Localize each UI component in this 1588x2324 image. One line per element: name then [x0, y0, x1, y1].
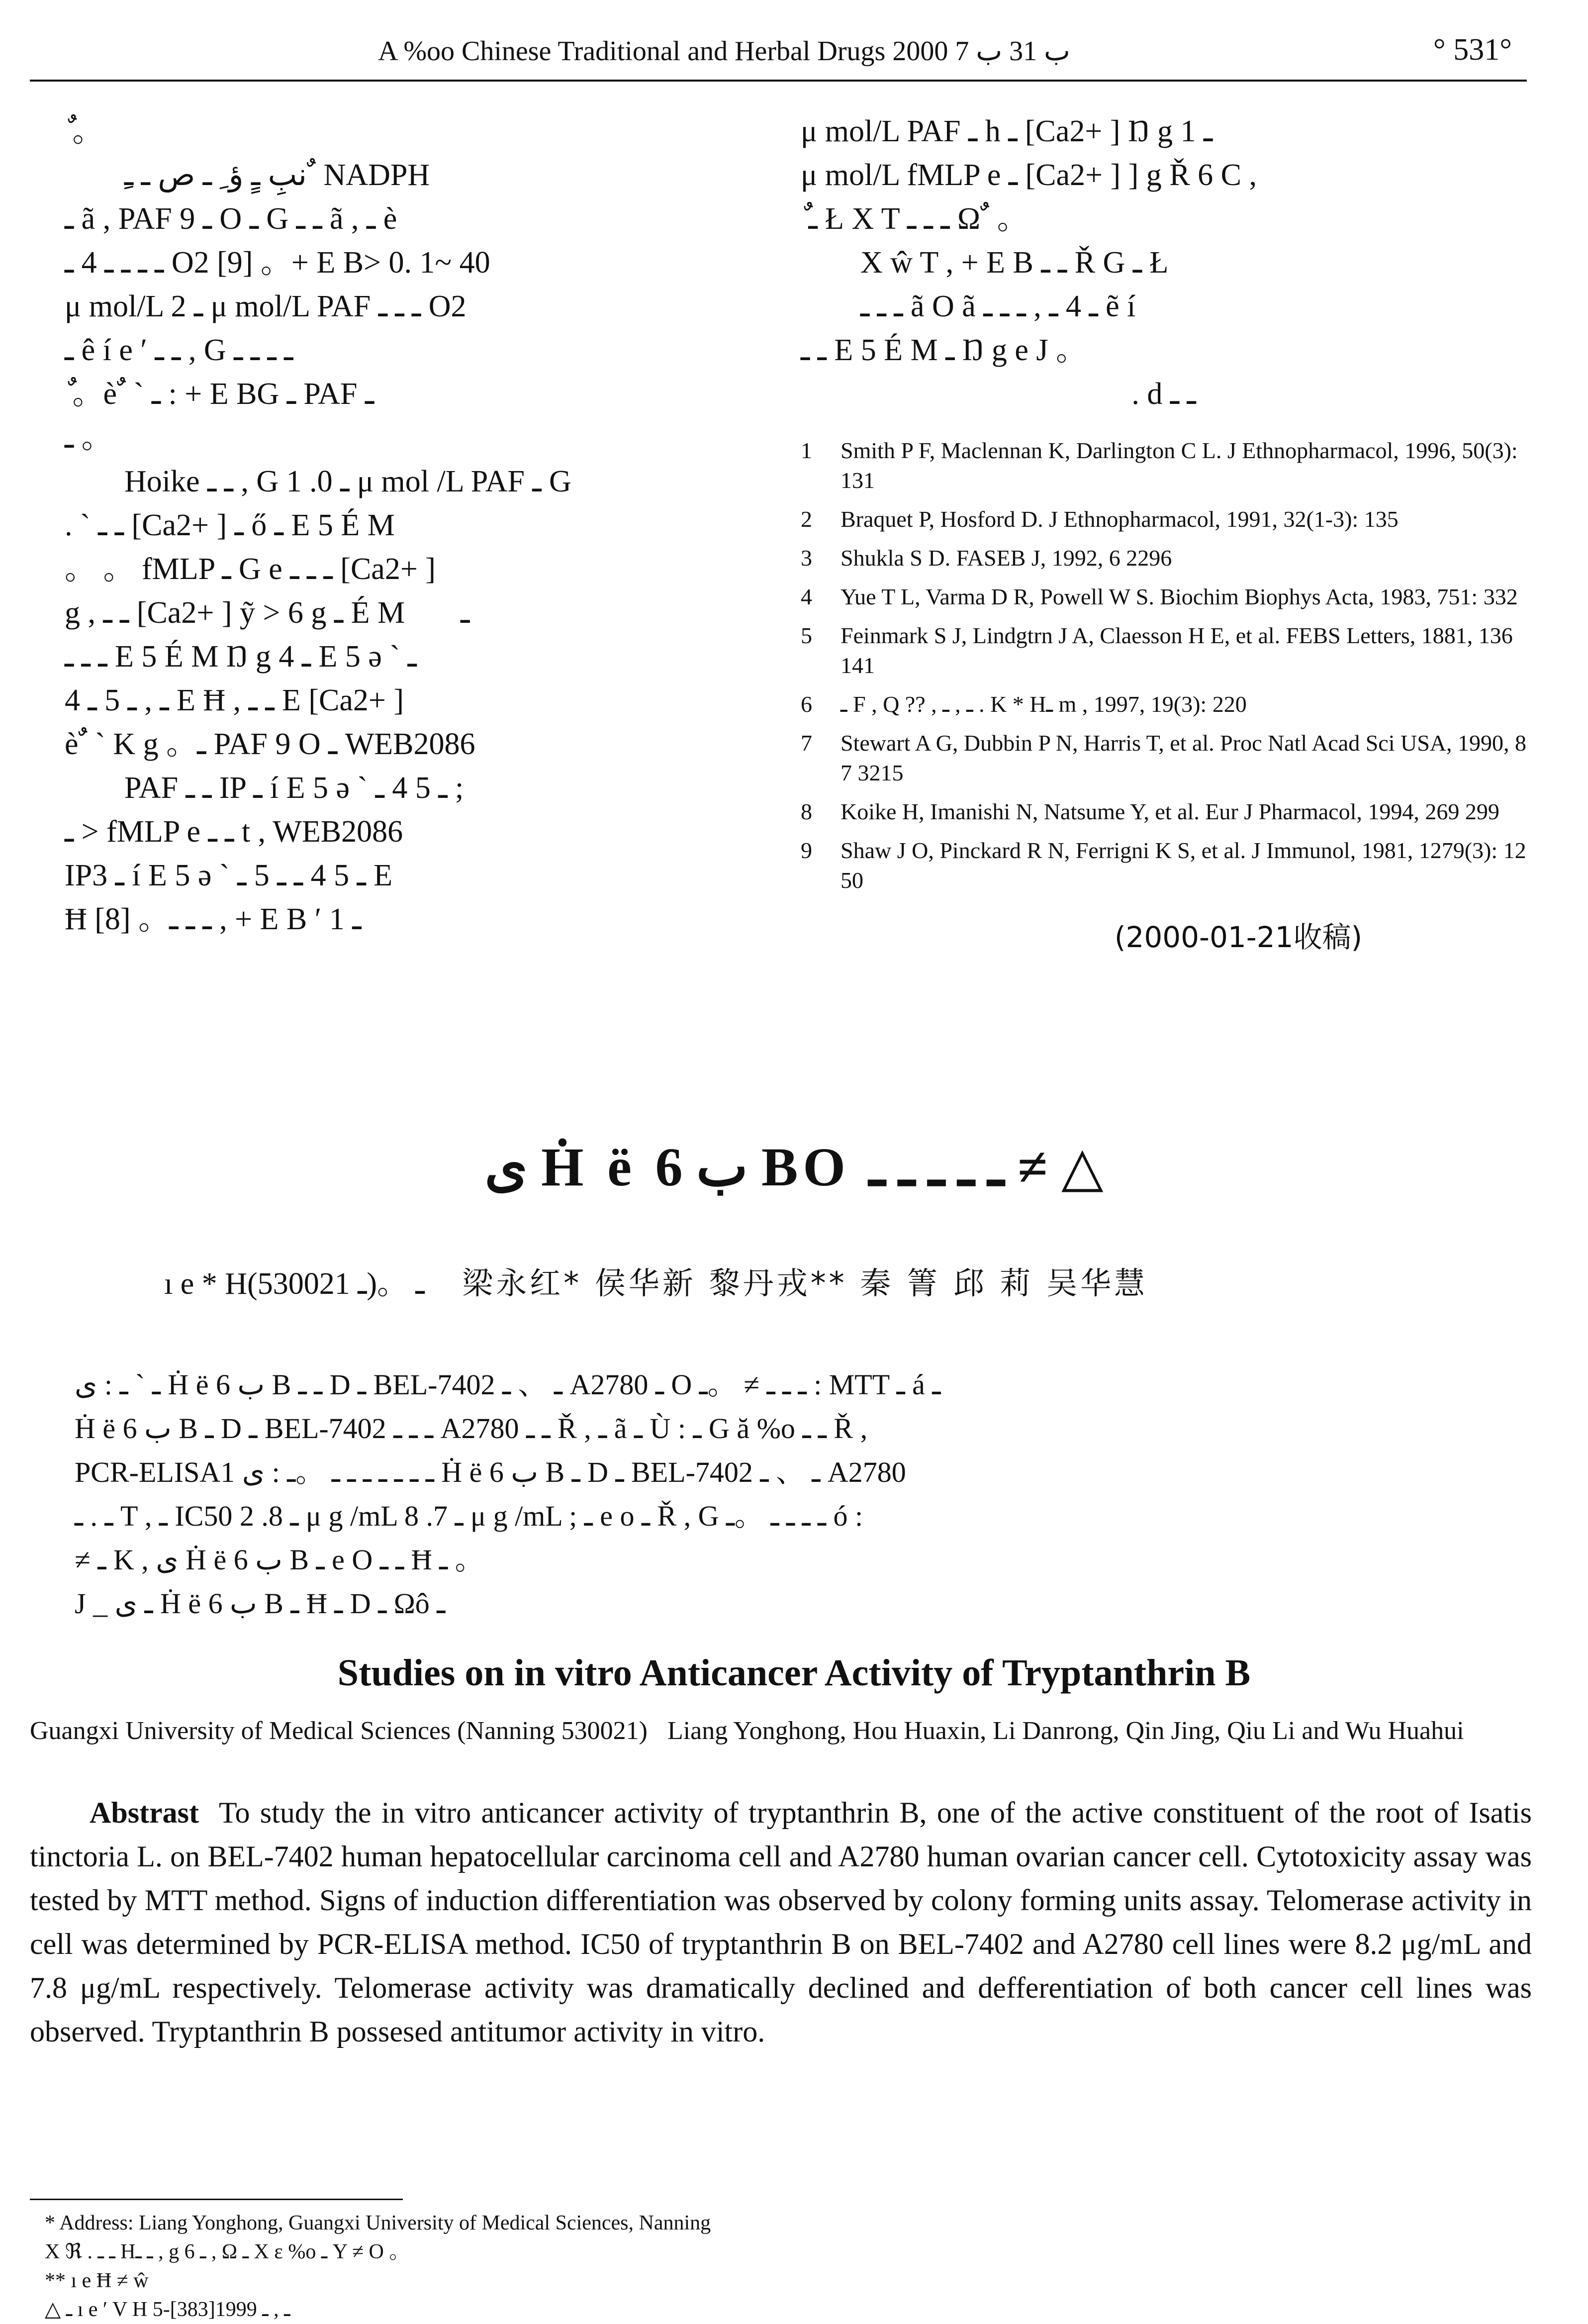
reference-item — [801, 728, 1527, 788]
right-paragraph: μ mol/L fMLP e ـ [Ca2+ ] ] g Ř 6 C , — [801, 158, 1257, 192]
left-paragraph: μ mol/L ـ 2 μ mol/L PAF ـ ـ ـ O2 — [65, 290, 467, 323]
article-title-cn: ى Ḣ ë ب 6 BO ـ ـ ـ ـ ـ ≠ △ — [484, 1137, 1104, 1197]
reference-item — [801, 543, 1527, 573]
footnote: △ ـ ı e ′ V H ـ , ـ 1999[383]-5 — [45, 2298, 290, 2321]
reference-text: Smith P F, Maclennan K, Darlington C L. J Ethnopharmacol, 1996, 50(3): 131 — [841, 438, 1518, 493]
left-paragraph: ٌ 。 — [65, 114, 103, 148]
reference-item — [801, 504, 1527, 534]
left-paragraph: PAF ـ ـ IP ـ í E 5 ə ` ـ 5 4 ـ ; — [124, 771, 464, 805]
received-date: (2000-01-21收稿) — [1114, 920, 1363, 954]
left-paragraph: ـ > fMLP e ـ ـ t , WEB2086 — [65, 815, 403, 849]
reference-number: 4 — [801, 584, 812, 609]
abstract-cn — [75, 1363, 1517, 1626]
affiliation-en: Guangxi University of Medical Sciences (Nanning 530021) — [30, 1717, 648, 1745]
affiliation-en-block — [30, 1711, 1532, 1751]
journal-title: A %oo Chinese Traditional and Herbal Drugs 2000 ب 31 ب 7 — [378, 36, 1070, 67]
left-paragraph: ٌ 。è ٌ ` ـ : + E BG ـ PAF ـ — [65, 377, 374, 411]
reference-number: 9 — [801, 838, 812, 863]
abstract-cn-line: ـ . ـ T , ـ IC50 ـ 8. 2 μ g /mL ـ 7. 8 μ g /mL ; ـ e o ـ Ř , G ـ ـ ـ ـ 。ـ ó : — [75, 1500, 863, 1532]
left-column — [65, 109, 751, 941]
footnote: * Address: Liang Yonghong, Guangxi University of Medical Sciences, Nanning — [45, 2212, 711, 2234]
left-paragraph: g , ـ ـ [Ca2+ ] ỹ > 6 g ـ É M。ٌ ـ — [65, 596, 470, 630]
article-title-en: Studies on in vitro Anticancer Activity of Tryptanthrin B — [337, 1652, 1251, 1694]
running-header — [30, 25, 1527, 82]
left-paragraph: . ` ـ ـ [Ca2+ ] ـ ő ـ E 5 É M — [65, 508, 395, 542]
reference-text: ـ F , Q ?? , ـ , ـ . K * Hـ m , 1997, 19(3): 220 — [841, 691, 1247, 717]
right-paragraph: μ mol/L PAF ـ h ـ [Ca2+ ] Ŋ g ـ 1 — [801, 114, 1213, 148]
abstract-text: To study the in vitro anticancer activity of tryptanthrin B, one of the active constituent of the root of Isatis tinctoria L. on BEL-7402 human hepatocellular carcinoma cell and A2780 human ovarian cancer cell. Cytotoxicity assay was tested by MTT method. Signs of induction differentiation was observed by colony forming units assay. Telomerase activity in cell was determined by PCR-ELISA method. IC50 of tryptanthrin B on BEL-7402 and A2780 cell lines were 8.2 μg/mL and 7.8 μg/mL respectively. Telomerase activity was dramatically declined and defferentiation of both cancer cell lines was observed. Tryptanthrin B possesed antitumor activity in vitro. — [30, 1796, 1532, 2048]
abstract-en — [30, 1791, 1532, 2053]
left-paragraph: Hoike ـ ـ , G ـ 0. 1 μ mol /L PAF ـ G — [124, 465, 571, 498]
left-paragraph: 。 。 fMLP ـ G e ـ ـ ـ [Ca2+ ] — [65, 552, 436, 586]
reference-number: 6 — [801, 691, 812, 717]
left-paragraph: ـ ـ ـ ـ 4 ـ O2 [9] 。+ E B> 0. 1~ 40 — [65, 246, 490, 280]
author-names-cn: 梁永红* 侯华新 黎丹戎** 秦 箐 邱 莉 吴华慧 — [462, 1265, 1148, 1301]
reference-text: Shukla S D. FASEB J, 1992, 6 2296 — [841, 545, 1172, 571]
reference-text: Stewart A G, Dubbin P N, Harris T, et al. Proc Natl Acad Sci USA, 1990, 87 3215 — [841, 730, 1527, 785]
right-paragraph: ٌ ـ Ł X T ـ ـ ـ Ω ٌ 。 — [801, 202, 1028, 236]
right-paragraph: ـ ـ ـ ã O ã ـ 4 ـ , ـ ـ ـ ẽ í — [860, 290, 1136, 323]
reference-number: 2 — [801, 506, 812, 532]
abstract-cn-line: Ḣ ë ب 6 B ـ D ـ BEL-7402 ـ ـ ـ A2780 ـ ـ Ř , ـ ã ـ Ù : ـ G ă %o ـ ـ Ř , — [75, 1412, 868, 1445]
reference-list — [801, 436, 1527, 895]
authors-en: Liang Yonghong, Hou Huaxin, Li Danrong, Qin Jing, Qiu Li and Wu Huahui — [667, 1717, 1464, 1745]
reference-item — [801, 797, 1527, 827]
reference-item — [801, 621, 1527, 680]
reference-item — [801, 582, 1527, 612]
reference-text: Koike H, Imanishi N, Natsume Y, et al. Eur J Pharmacol, 1994, 269 299 — [841, 799, 1499, 824]
reference-number: 3 — [801, 545, 812, 571]
reference-text: Braquet P, Hosford D. J Ethnopharmacol, 1991, 32(1-3): 135 — [841, 506, 1399, 532]
left-paragraph: ـ ê í e ′ ـ ـ , G ـ ـ ـ ـ — [65, 333, 293, 367]
left-paragraph: 4 ـ , ـ 5 ـ E Ħ , ـ ـ E [Ca2+ ] — [65, 683, 404, 717]
reference-text: Shaw J O, Pinckard R N, Ferrigni K S, et al. J Immunol, 1981, 1279(3): 1250 — [841, 838, 1526, 893]
left-paragraph: ـ ã , PAF ـ 9 O ـ G ـ ـ ã , ـ è — [65, 202, 397, 236]
keywords-cn: J _ ـ ى Ḣ ë ب 6 B ـ Ħ ـ D ـ Ωô ـ — [75, 1587, 446, 1620]
left-paragraph: IP3 ـ í E 5 ə ` ـ 5 4 ـ ـ 5 ـ E — [65, 859, 393, 892]
reference-text: Feinmark S J, Lindgtrn J A, Claesson H E, et al. FEBS Letters, 1881, 136 141 — [841, 623, 1513, 678]
reference-item — [801, 436, 1527, 495]
right-column — [801, 109, 1527, 959]
reference-text: Yue T L, Varma D R, Powell W S. Biochim Biophys Acta, 1983, 751: 332 — [841, 584, 1518, 609]
footnotes — [45, 2209, 1487, 2324]
right-paragraph: ـ ـ E 5 É M ـ Ŋ g e J 。 — [801, 333, 1087, 367]
left-paragraph: Ħ [8] 。ـ ـ ـ , + E B ′ ـ 1 — [65, 902, 362, 936]
left-paragraph: نبِ ـٍ ؤ ِ ـ ص ـ ـِ ٌ NADPH — [124, 158, 430, 192]
reference-number: 5 — [801, 623, 812, 648]
reference-item — [801, 689, 1527, 719]
abstract-cn-line: ≠ ـ K , ى Ḣ ë ب 6 B ـ e O ـ ـ Ħ ـ 。 — [75, 1544, 484, 1576]
reference-number: 7 — [801, 730, 812, 756]
left-paragraph: è ٌ ` K g 。ـ PAF 9 O ـ WEB2086 — [65, 727, 475, 761]
footnote-divider — [30, 2199, 403, 2200]
author-line-cn — [164, 1259, 1507, 1303]
abstract-cn-line: PCR-ELISA1 ـ ـ ـ ـ ـ ـ ـ 。ـ : ى Ḣ ë ب 6 B ـ D ـ BEL-7402 ـ 、 ـ A2780 — [75, 1456, 906, 1488]
abstract-label: Abstrast — [90, 1796, 199, 1829]
left-paragraph: ـ 。 — [65, 421, 112, 455]
references-heading: . d ـ ـ — [1131, 377, 1196, 411]
left-paragraph: ـ ـ ـ E 5 É M Ŋ g 4 ـ E 5 ə ` ـ — [65, 640, 417, 674]
affiliation-cn: ı e * Hـ 。(ـ 530021) — [164, 1267, 425, 1301]
reference-number: 1 — [801, 438, 812, 463]
reference-item — [801, 836, 1527, 895]
footnote: X ℜ . ـ ـ Hـ ـ , g ـ 6 , Ω ـ X ε %o ـ Y ≠ O 。 — [45, 2240, 410, 2263]
right-paragraph: X ŵ T , + E B ـ ـ Ř G ـ Ł — [860, 246, 1169, 280]
reference-number: 8 — [801, 799, 812, 824]
abstract-cn-line: ـ ` ـ : ى Ḣ ë ب 6 B ـ ـ D ـ BEL-7402 ـ 、 ـ A2780 ـ O ـ ـ ـ ≠ 。ـ : MTT ـ á ـ — [75, 1368, 941, 1401]
page-number: ° 531° — [1433, 33, 1512, 67]
footnote: ** ı e Ħ ≠ ŵ — [45, 2269, 149, 2292]
